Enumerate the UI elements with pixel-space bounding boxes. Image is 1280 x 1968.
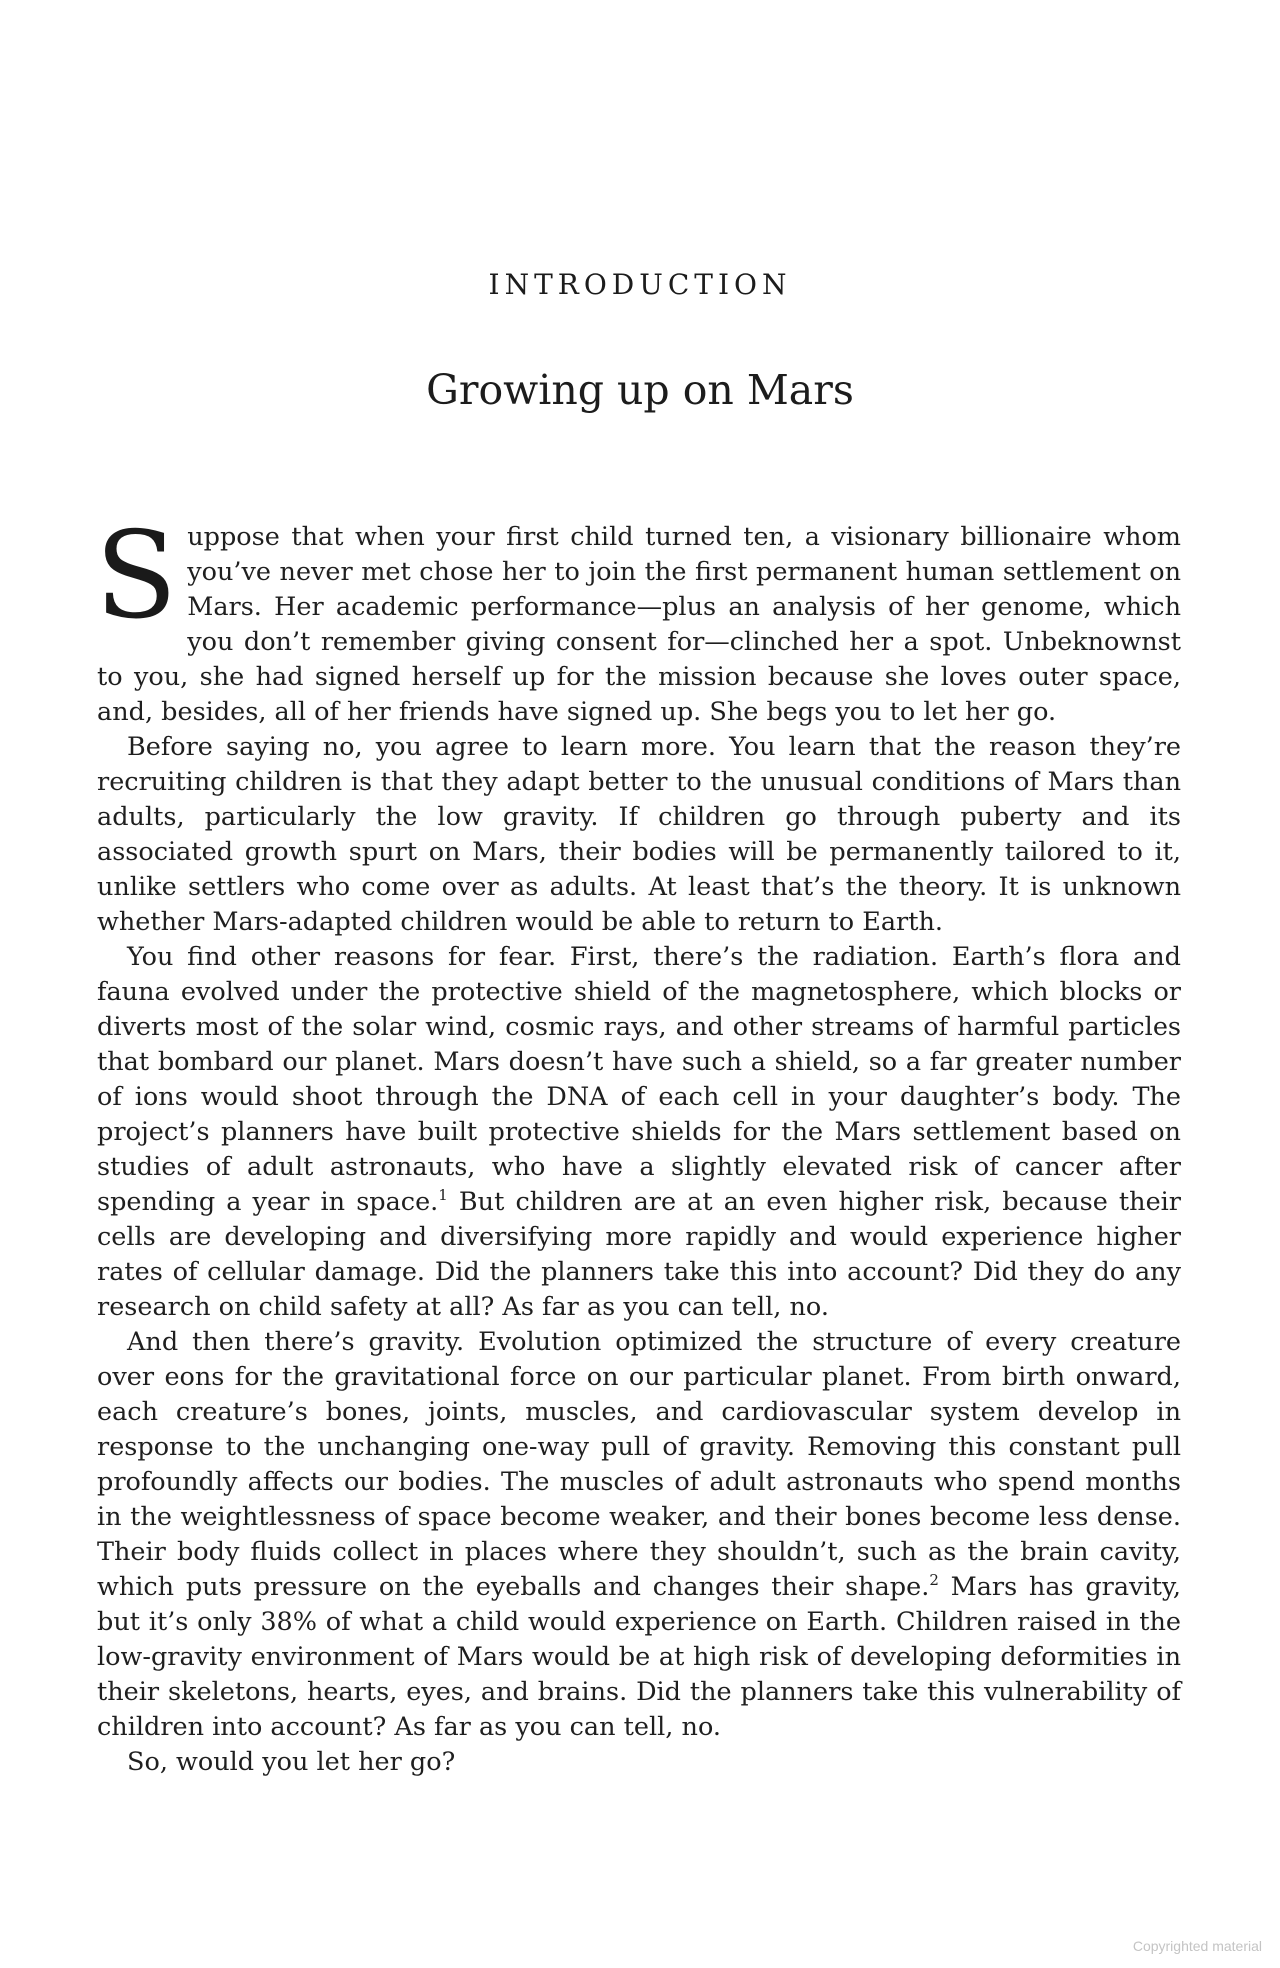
paragraph-5: So, would you let her go? bbox=[127, 1747, 456, 1777]
drop-cap: S bbox=[95, 507, 178, 646]
paragraph-1 bbox=[95, 507, 1181, 730]
paragraph-3-text-b: But children are at an even higher risk, because their cells are developing and diversifying more rapidly and would experience higher rates of cellular damage. Did the planners take this into account? Did they do any research on child safety at all? As far as you can tell, no. bbox=[97, 1187, 1182, 1322]
body-text bbox=[95, 507, 1182, 1780]
footnote-ref-1[interactable]: 1 bbox=[438, 1186, 448, 1204]
chapter-title: Growing up on Mars bbox=[426, 366, 854, 414]
paragraph-3-text-a: You find other reasons for fear. First, there’s the radiation. Earth’s flora and fauna evolved under the protective shield of the magnetosphere, which blocks or diverts most of the solar wind, cosmic rays, and other streams of harmful particles that bombard our planet. Mars doesn’t have such a shield, so a far greater number of ions would shoot through the DNA of each cell in your daughter’s body. The project’s planners have built protective shields for the Mars settlement based on studies of adult astronauts, who have a slightly elevated risk of cancer after spending a year in space. bbox=[97, 942, 1181, 1217]
footnote-ref-2[interactable]: 2 bbox=[929, 1571, 939, 1589]
paragraph-4-text-a: And then there’s gravity. Evolution optimized the structure of every creature over eons for the gravitational force on our particular planet. From birth onward, each creature’s bones, joints, muscles, and cardiovascular system develop in response to the unchanging one-way pull of gravity. Removing this constant pull profoundly affects our bodies. The muscles of adult astronauts who spend months in the weightlessness of space become weaker, and their bones become less dense. Their body fluids collect in places where they shouldn’t, such as the brain cavity, which puts pressure on the eyeballs and changes their shape. bbox=[97, 1327, 1181, 1602]
paragraph-2: Before saying no, you agree to learn more. You learn that the reason they’re recruiting children is that they adapt better to the unusual conditions of Mars than adults, particularly the low gravity. If children go through puberty and its associated growth spurt on Mars, their bodies will be permanently tailored to it, unlike settlers who come over as adults. At least that’s the theory. It is unknown whether Mars-adapted children would be able to return to Earth. bbox=[97, 732, 1181, 937]
chapter-label: INTRODUCTION bbox=[488, 268, 792, 301]
copyright-watermark: Copyrighted material bbox=[1132, 1938, 1262, 1954]
paragraph-4-text-b: Mars has gravity, but it’s only 38% of what a child would experience on Earth. Children raised in the low-gravity environment of Mars would be at high risk of developing deformities in their skeletons, hearts, eyes, and brains. Did the planners take this vulnerability of children into account? As far as you can tell, no. bbox=[97, 1572, 1181, 1742]
paragraph-3 bbox=[97, 940, 1181, 1325]
paragraph-4 bbox=[97, 1325, 1181, 1745]
paragraph-1-text: uppose that when your first child turned ten, a visionary billionaire whom you’ve never met chose her to join the first permanent human settlement on Mars. Her academic performance—plus an analysis of her genome, which you don’t remember giving consent for—clinched her a spot. Unbeknownst to you, she had signed herself up for the mission because she loves outer space, and, besides, all of her friends have signed up. She begs you to let her go. bbox=[97, 522, 1181, 727]
